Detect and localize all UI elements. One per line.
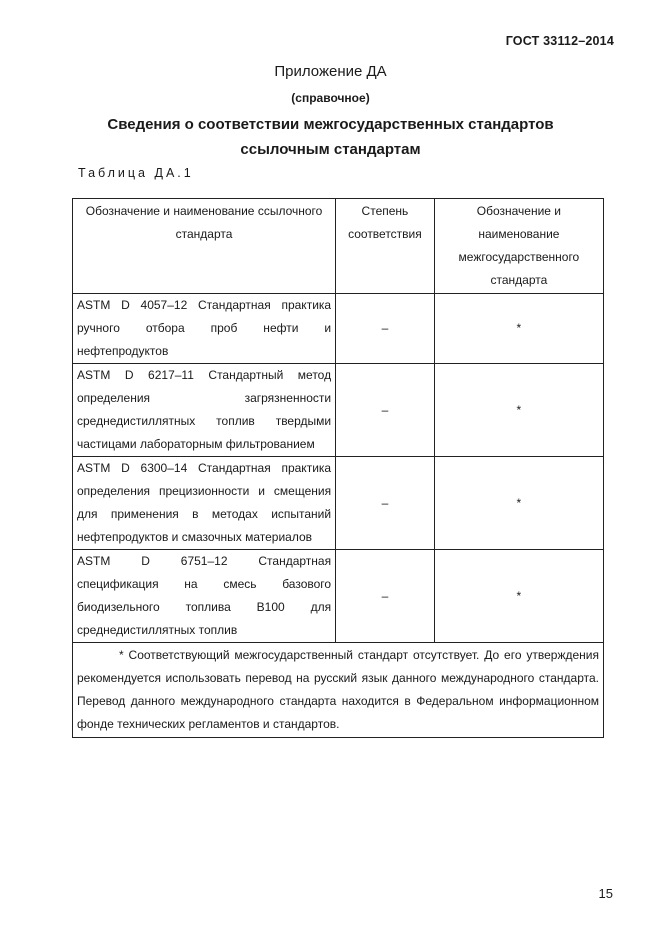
table-label: Таблица ДА.1	[78, 166, 194, 180]
table-row	[73, 550, 604, 643]
reference-standard-cell: ASTM D 6217–11 Стандартный метод определения загрязненности среднедистиллятных топлив твердыми частицами лабораторным фильтрованием	[73, 364, 336, 457]
reference-standard-cell: ASTM D 4057–12 Стандартная практика ручного отбора проб нефти и нефтепродуктов	[73, 294, 336, 364]
annex-subtitle: (справочное)	[291, 91, 370, 105]
annex-heading-line-1: Сведения о соответствии межгосударственных стандартов	[107, 116, 554, 133]
table-header-row	[73, 199, 604, 294]
degree-cell: –	[336, 550, 435, 643]
page-number: 15	[598, 886, 613, 901]
table-footnote-row	[73, 643, 604, 738]
national-standard-cell: *	[434, 550, 603, 643]
column-header-reference-standard: Обозначение и наименование ссылочного стандарта	[73, 199, 336, 294]
reference-standard-cell: ASTM D 6300–14 Стандартная практика определения прецизионности и смещения для применения в методах испытаний нефтепродуктов и смазочных материалов	[73, 457, 336, 550]
column-header-national-standard: Обозначение и наименование межгосударственного стандарта	[434, 199, 603, 294]
degree-cell: –	[336, 294, 435, 364]
table-row	[73, 457, 604, 550]
table-row	[73, 364, 604, 457]
annex-title: Приложение ДА	[274, 63, 387, 80]
national-standard-cell: *	[434, 364, 603, 457]
national-standard-cell: *	[434, 294, 603, 364]
degree-cell: –	[336, 457, 435, 550]
table-row	[73, 294, 604, 364]
table-footnote	[73, 643, 604, 738]
national-standard-cell: *	[434, 457, 603, 550]
annex-heading	[0, 112, 661, 162]
document-code: ГОСТ 33112–2014	[505, 34, 614, 48]
reference-standard-cell: ASTM D 6751–12 Стандартная спецификация на смесь базового биодизельного топлива B100 для среднедистиллятных топлив	[73, 550, 336, 643]
footnote-text: * Соответствующий межгосударственный стандарт отсутствует. До его утверждения рекомендуется использовать перевод на русский язык данного международного стандарта. Перевод данного международного стандарта находится в Федеральном информационном фонде технических регламентов и стандартов.	[77, 648, 599, 731]
degree-cell: –	[336, 364, 435, 457]
correspondence-table	[72, 198, 604, 738]
column-header-degree: Степень соответствия	[336, 199, 435, 294]
annex-heading-line-2: ссылочным стандартам	[240, 141, 421, 158]
